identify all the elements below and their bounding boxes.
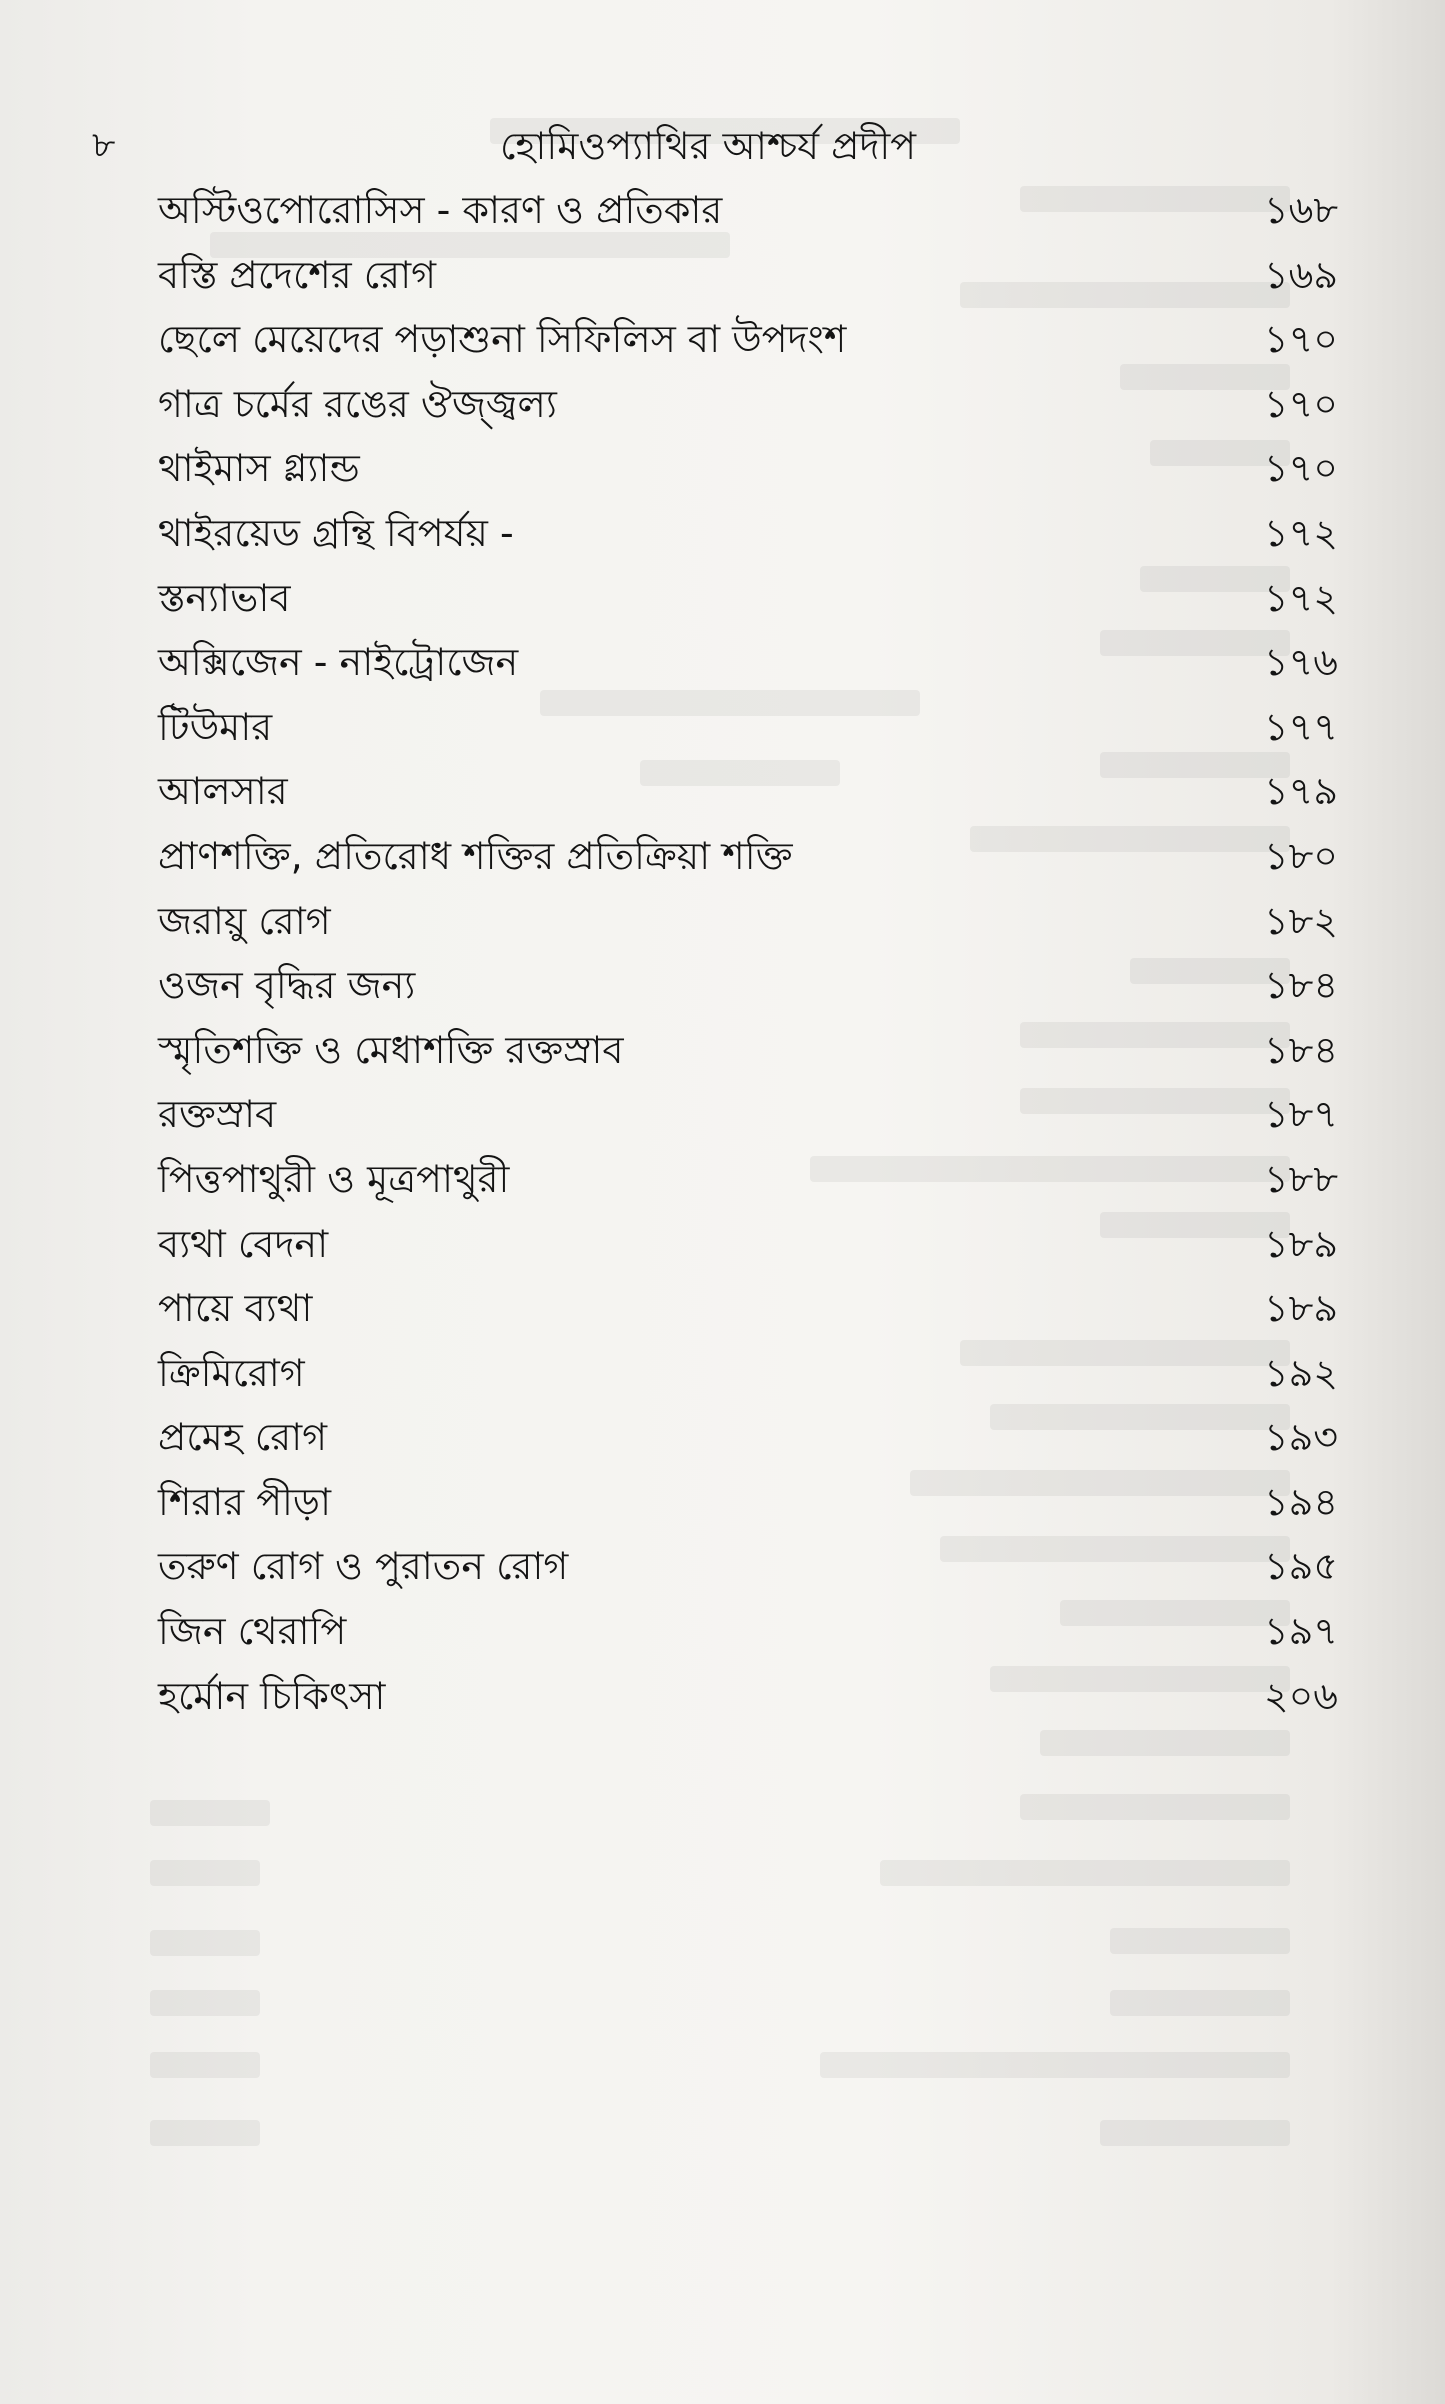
toc-entry-title: ছেলে মেয়েদের পড়াশুনা সিফিলিস বা উপদংশ	[158, 317, 847, 362]
toc-entry	[0, 501, 1445, 566]
toc-entry-page: ১৭০	[1263, 446, 1338, 491]
toc-entry-title: আলসার	[158, 769, 288, 814]
toc-entry-title: স্তন্যাভাব	[158, 575, 291, 620]
toc-entry	[0, 372, 1445, 437]
toc-entry	[0, 436, 1445, 501]
toc-entry-title: ওজন বৃদ্ধির জন্য	[158, 963, 416, 1008]
toc-entry-title: রক্তস্রাব	[158, 1092, 277, 1137]
toc-entry-title: পায়ে ব্যথা	[158, 1286, 313, 1331]
toc-entry	[0, 824, 1445, 889]
toc-entry-page: ১৮৮	[1264, 1156, 1338, 1201]
toc-entry-title: স্মৃতিশক্তি ও মেধাশক্তি রক্তস্রাব	[158, 1027, 624, 1072]
toc-entry-title: প্রমেহ রোগ	[158, 1415, 328, 1460]
toc-entry-page: ১৮৪	[1264, 1027, 1338, 1072]
toc-entry-title: পিত্তপাথুরী ও মূত্রপাথুরী	[158, 1156, 510, 1201]
toc-entry-title: হর্মোন চিকিৎসা	[158, 1673, 386, 1718]
toc-entry-page: ১৭২	[1263, 510, 1338, 555]
toc-entry-page: ১৭৭	[1263, 704, 1338, 749]
toc-entry-page: ১৮২	[1263, 898, 1338, 943]
toc-entry-page: ১৯৩	[1263, 1415, 1338, 1460]
toc-entry	[0, 889, 1445, 954]
toc-entry-page: ১৮৭	[1263, 1092, 1338, 1137]
toc-entry-page: ১৮৪	[1264, 963, 1338, 1008]
toc-entry-title: অস্টিওপোরোসিস - কারণ ও প্রতিকার	[158, 188, 723, 232]
toc-entry-page: ১৮৯	[1264, 1221, 1338, 1266]
toc-entry-page: ১৬৯	[1263, 252, 1338, 297]
page-header	[92, 118, 1342, 178]
toc-entry-title: টিউমার	[158, 704, 273, 749]
toc-entry-page: ১৭৯	[1263, 769, 1338, 814]
toc-entry	[0, 1534, 1445, 1599]
toc-entry	[0, 1276, 1445, 1341]
toc-entry-title: ক্রিমিরোগ	[158, 1350, 305, 1395]
toc-entry	[0, 178, 1445, 243]
toc-entry-page: ১৮৯	[1264, 1286, 1338, 1331]
toc-entry-page: ১৭০	[1263, 317, 1338, 362]
toc-entry-page: ১৭০	[1263, 381, 1338, 426]
toc-entry	[0, 1341, 1445, 1406]
toc-entry	[0, 759, 1445, 824]
toc-entry-title: গাত্র চর্মের রঙের ঔজ্জ্বল্য	[158, 381, 557, 426]
toc-entry	[0, 1470, 1445, 1535]
toc-entry	[0, 1082, 1445, 1147]
table-of-contents	[0, 178, 1445, 1728]
toc-entry-title: শিরার পীড়া	[158, 1479, 332, 1524]
toc-entry	[0, 1212, 1445, 1277]
toc-entry-page: ১৭৬	[1263, 640, 1338, 685]
toc-entry-title: বস্তি প্রদেশের রোগ	[158, 252, 437, 297]
toc-entry-page: ১৯৪	[1264, 1479, 1338, 1524]
toc-entry-title: অক্সিজেন - নাইট্রোজেন	[158, 640, 519, 685]
toc-entry	[0, 1018, 1445, 1083]
toc-entry-page: ২০৬	[1263, 1673, 1338, 1718]
toc-entry	[0, 1599, 1445, 1664]
running-title: হোমিওপ্যাথির আশ্চর্য প্রদীপ	[500, 124, 917, 168]
toc-entry-page: ১৯৫	[1264, 1544, 1338, 1589]
page-number: ৮	[92, 125, 116, 166]
toc-entry-title: থাইমাস গ্ল্যান্ড	[158, 446, 360, 491]
toc-entry	[0, 953, 1445, 1018]
toc-entry-title: জিন থেরাপি	[158, 1609, 347, 1654]
toc-entry-title: থাইরয়েড গ্রন্থি বিপর্যয় -	[158, 510, 514, 555]
toc-entry	[0, 1147, 1445, 1212]
toc-entry-title: জরায়ু রোগ	[158, 898, 331, 943]
toc-entry	[0, 566, 1445, 631]
toc-entry-page: ১৬৮	[1263, 188, 1338, 232]
toc-entry	[0, 1405, 1445, 1470]
toc-entry-page: ১৯৭	[1263, 1609, 1338, 1654]
toc-entry	[0, 1664, 1445, 1729]
toc-entry-title: ব্যথা বেদনা	[158, 1221, 329, 1266]
toc-entry-page: ১৮০	[1263, 833, 1338, 878]
toc-entry	[0, 695, 1445, 760]
toc-entry	[0, 307, 1445, 372]
toc-entry-page: ১৯২	[1263, 1350, 1338, 1395]
toc-entry	[0, 243, 1445, 308]
toc-entry-title: প্রাণশক্তি, প্রতিরোধ শক্তির প্রতিক্রিয়া শক্তি	[158, 833, 793, 878]
toc-entry	[0, 630, 1445, 695]
toc-entry-page: ১৭২	[1263, 575, 1338, 620]
toc-entry-title: তরুণ রোগ ও পুরাতন রোগ	[158, 1544, 569, 1589]
